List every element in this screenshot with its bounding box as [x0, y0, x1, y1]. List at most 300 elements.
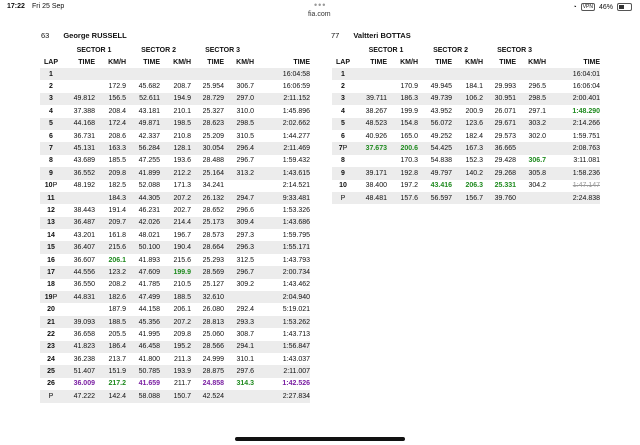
s1-time-cell: 48.192 [73, 182, 95, 190]
table-row [40, 254, 310, 266]
s2-speed-cell: 196.7 [173, 231, 192, 239]
time-header: TIME [78, 58, 95, 66]
s2-time-cell: 49.945 [430, 83, 453, 91]
s3-time-cell: 24.858 [202, 380, 225, 388]
url-bar[interactable]: fia.com [308, 11, 331, 18]
s1-speed-cell: 154.8 [387, 118, 418, 130]
lap-time-cell: 1:59.432 [282, 157, 311, 165]
s3-speed-cell: 310.1 [236, 355, 255, 363]
speed-header: KM/H [173, 58, 192, 66]
table-row [332, 93, 600, 105]
s2-time-cell: 56.072 [418, 118, 452, 130]
table-row [332, 155, 600, 167]
s2-time-cell: 44.305 [126, 192, 160, 204]
s2-time-cell: 43.952 [430, 107, 453, 115]
lap-number: 9 [40, 167, 62, 179]
s2-time-cell: 49.797 [418, 167, 452, 179]
s1-speed-cell: 208.4 [108, 107, 127, 115]
lap-number: 26 [47, 380, 55, 388]
lap-number: 5 [332, 118, 354, 130]
table-row [332, 105, 600, 117]
s3-speed-cell: 292.4 [236, 306, 255, 314]
table-row [40, 365, 310, 377]
lap-number: 18 [47, 281, 55, 289]
lap-number: 4 [341, 107, 345, 115]
s1-speed-cell: 170.9 [400, 83, 419, 91]
s3-speed-cell [516, 68, 546, 80]
lap-time-cell: 1:53.262 [254, 316, 310, 328]
lap-number: 4 [49, 107, 53, 115]
lap-time-cell: 2:00.401 [546, 93, 600, 105]
s3-speed-cell: 312.5 [236, 256, 255, 264]
s3-speed-cell: 296.7 [236, 157, 255, 165]
s1-time-cell: 38.400 [365, 182, 387, 190]
s2-time-cell: 41.893 [138, 256, 161, 264]
s3-time-cell: 29.428 [494, 157, 517, 165]
s3-time-cell: 36.665 [483, 142, 516, 154]
table-row [40, 192, 310, 204]
s1-time-cell: 44.168 [62, 118, 95, 130]
s2-speed-cell: 167.3 [452, 142, 483, 154]
table-row [40, 204, 310, 216]
lap-number: 1 [40, 68, 62, 80]
s2-time-cell: 41.800 [138, 355, 161, 363]
s3-time-cell: 25.293 [202, 256, 225, 264]
s1-time-cell: 36.731 [73, 132, 95, 140]
lap-time-cell: 2:04.940 [254, 291, 310, 303]
s3-time-cell: 28.569 [191, 266, 224, 278]
sector-2-header: SECTOR 2 [141, 46, 176, 54]
clock: 17:22 [7, 3, 25, 10]
s3-speed-cell: 296.6 [236, 206, 255, 214]
lap-time-cell: 1:53.326 [282, 206, 311, 214]
s3-time-cell: 25.331 [494, 182, 517, 190]
s3-time-cell: 28.623 [191, 118, 224, 130]
lap-time-cell: 2:24.838 [546, 192, 600, 204]
s1-speed-cell: 184.3 [95, 192, 126, 204]
s1-time-cell: 38.443 [73, 206, 95, 214]
s1-speed-cell [95, 68, 126, 80]
s2-time-cell: 45.356 [126, 316, 160, 328]
s3-time-cell: 28.652 [202, 206, 225, 214]
driver-header-right [331, 31, 411, 40]
lap-time-cell: 1:48.290 [572, 107, 601, 115]
s3-time-cell: 28.813 [191, 316, 224, 328]
s2-time-cell: 46.458 [126, 341, 160, 353]
s2-time-cell: 43.416 [430, 182, 453, 190]
lap-table-left [40, 44, 310, 403]
table-row [40, 341, 310, 353]
s1-time-cell: 51.407 [62, 365, 95, 377]
s3-time-cell: 30.054 [191, 142, 224, 154]
s1-speed-cell: 157.6 [387, 192, 418, 204]
s1-speed-cell: 172.9 [108, 83, 127, 91]
s1-time-cell [62, 68, 95, 80]
s3-time-cell: 26.132 [191, 192, 224, 204]
lap-time-cell: 2:02.662 [254, 118, 310, 130]
s1-speed-cell: 182.5 [108, 182, 127, 190]
table-row [40, 390, 310, 402]
s1-time-cell: 43.689 [73, 157, 95, 165]
s2-time-cell: 42.337 [138, 132, 161, 140]
table-row [40, 241, 310, 253]
s1-speed-cell: 142.4 [95, 390, 126, 402]
lap-table-right [332, 44, 600, 204]
s3-speed-cell: 297.0 [224, 93, 254, 105]
lap-number: 2 [341, 83, 345, 91]
s1-speed-cell: 182.6 [95, 291, 126, 303]
table-row [40, 378, 310, 390]
lap-time-cell: 3:11.081 [573, 157, 601, 165]
table-row [332, 68, 600, 80]
s2-speed-cell: 184.1 [465, 83, 484, 91]
s1-time-cell [354, 155, 387, 167]
s3-speed-cell: 302.0 [528, 132, 547, 140]
lap-header: LAP [44, 58, 58, 66]
s1-speed-cell: 161.8 [108, 231, 127, 239]
s1-time-cell: 43.201 [73, 231, 95, 239]
s2-time-cell: 50.785 [126, 365, 160, 377]
home-indicator[interactable] [235, 437, 405, 441]
s2-time-cell: 41.659 [138, 380, 161, 388]
s3-speed-cell: 304.2 [528, 182, 547, 190]
s1-speed-cell: 191.4 [108, 206, 127, 214]
s2-time-cell: 52.088 [138, 182, 161, 190]
s1-speed-cell: 156.5 [95, 93, 126, 105]
s3-time-cell: 26.080 [202, 306, 225, 314]
lap-number: 25 [40, 365, 62, 377]
table-row [40, 180, 310, 192]
table-row [40, 229, 310, 241]
s3-time-cell: 28.573 [202, 231, 225, 239]
s1-time-cell: 48.523 [354, 118, 387, 130]
s3-speed-cell [516, 142, 546, 154]
table-row [332, 118, 600, 130]
s2-time-cell: 44.158 [138, 306, 161, 314]
table-row [332, 142, 600, 154]
lap-time-cell: 1:43.615 [254, 167, 310, 179]
s2-speed-cell: 207.2 [160, 316, 191, 328]
s1-time-cell: 47.222 [62, 390, 95, 402]
s3-time-cell: 32.610 [191, 291, 224, 303]
time-header: TIME [370, 58, 387, 66]
lap-number: 11 [40, 192, 62, 204]
lap-number: 24 [47, 355, 55, 363]
s2-speed-cell: 198.5 [160, 118, 191, 130]
lap-time-cell: 1:43.686 [254, 217, 310, 229]
s1-time-cell [354, 80, 387, 92]
s1-speed-cell: 206.1 [108, 256, 127, 264]
lap-time-cell: 1:55.171 [254, 241, 310, 253]
lap-time-cell: 2:27.834 [254, 390, 310, 402]
more-dots-icon[interactable]: ••• [314, 0, 327, 10]
s1-time-cell: 39.093 [62, 316, 95, 328]
s1-time-cell: 40.926 [365, 132, 387, 140]
s2-speed-cell: 188.5 [160, 291, 191, 303]
lap-number: 20 [47, 306, 55, 314]
s2-time-cell: 45.682 [138, 83, 161, 91]
s3-time-cell: 30.951 [483, 93, 516, 105]
s2-speed-cell: 171.3 [173, 182, 192, 190]
s2-speed-cell: 209.8 [173, 330, 192, 338]
table-row [40, 266, 310, 278]
s3-time-cell: 28.566 [191, 341, 224, 353]
s3-speed-cell [224, 180, 254, 192]
s3-speed-cell: 309.4 [224, 217, 254, 229]
lap-time-cell: 1:44.277 [282, 132, 311, 140]
s2-speed-cell [452, 68, 483, 80]
lap-number: 19P [40, 291, 62, 303]
s1-time-cell: 36.487 [62, 217, 95, 229]
s2-time-cell: 41.785 [138, 281, 161, 289]
s3-time-cell: 28.875 [191, 365, 224, 377]
speed-header: KM/H [528, 58, 547, 66]
s2-time-cell: 50.100 [126, 241, 160, 253]
driver-header-left [41, 31, 127, 40]
table-row [40, 167, 310, 179]
table-row [40, 303, 310, 315]
s3-time-cell: 24.999 [202, 355, 225, 363]
s2-time-cell: 48.021 [138, 231, 161, 239]
table-row [332, 167, 600, 179]
s2-speed-cell: 199.9 [160, 266, 191, 278]
lap-time-cell: 1:59.751 [572, 132, 601, 140]
s2-speed-cell: 211.7 [174, 380, 192, 388]
s1-time-cell: 36.238 [73, 355, 95, 363]
s2-speed-cell: 128.1 [160, 142, 191, 154]
s2-speed-cell: 206.3 [465, 182, 484, 190]
s3-time-cell [191, 68, 224, 80]
driver-number: 63 [41, 31, 50, 40]
s2-speed-cell: 210.8 [173, 132, 192, 140]
s3-speed-cell: 297.3 [236, 231, 255, 239]
s1-speed-cell [387, 68, 418, 80]
lap-time-cell: 2:14.266 [546, 118, 600, 130]
lap-number: 8 [341, 157, 345, 165]
s2-time-cell: 47.499 [126, 291, 160, 303]
lap-time-cell: 1:58.236 [546, 167, 600, 179]
table-row [332, 192, 600, 204]
s1-speed-cell: 186.3 [387, 93, 418, 105]
lap-time-cell: 16:06:59 [282, 83, 311, 91]
lap-time-cell: 1:43.713 [282, 330, 311, 338]
s3-speed-cell [224, 291, 254, 303]
s1-speed-cell: 200.6 [387, 142, 418, 154]
s3-time-cell: 29.671 [483, 118, 516, 130]
s1-speed-cell: 213.7 [108, 355, 127, 363]
lap-number: 8 [49, 157, 53, 165]
s2-speed-cell: 211.3 [174, 355, 192, 363]
s3-speed-cell: 296.4 [224, 142, 254, 154]
lap-time-cell: 1:56.847 [254, 341, 310, 353]
s3-time-cell: 39.760 [483, 192, 516, 204]
s1-time-cell: 45.131 [62, 142, 95, 154]
s3-speed-cell [516, 192, 546, 204]
s1-speed-cell: 205.5 [108, 330, 127, 338]
s1-time-cell: 38.267 [365, 107, 387, 115]
s3-speed-cell: 296.7 [224, 266, 254, 278]
lap-number: 12 [47, 206, 55, 214]
s2-speed-cell: 156.7 [452, 192, 483, 204]
s3-time-cell: 26.071 [494, 107, 517, 115]
s3-speed-cell: 305.8 [516, 167, 546, 179]
s3-speed-cell: 297.1 [528, 107, 547, 115]
s2-speed-cell: 190.4 [160, 241, 191, 253]
s3-speed-cell: 306.7 [528, 157, 547, 165]
lap-number [332, 192, 354, 204]
sector-3-header: SECTOR 3 [497, 46, 532, 54]
s1-speed-cell: 199.9 [400, 107, 419, 115]
s1-speed-cell: 188.5 [95, 316, 126, 328]
s2-time-cell: 49.871 [126, 118, 160, 130]
s1-speed-cell: 209.7 [95, 217, 126, 229]
sector-1-header: SECTOR 1 [368, 46, 404, 54]
s1-speed-cell: 187.9 [108, 306, 127, 314]
s3-speed-cell: 310.0 [236, 107, 255, 115]
driver-name: Valtteri BOTTAS [353, 31, 411, 40]
s2-speed-cell: 207.2 [160, 192, 191, 204]
s3-speed-cell: 297.6 [224, 365, 254, 377]
lap-time-cell: 2:14.521 [282, 182, 311, 190]
s2-speed-cell: 210.5 [173, 281, 192, 289]
s2-time-cell [126, 68, 160, 80]
lap-time-cell: 5:19.021 [282, 306, 311, 314]
s2-time-cell: 46.231 [138, 206, 161, 214]
s3-time-cell: 25.164 [191, 167, 224, 179]
s3-speed-cell: 306.7 [236, 83, 255, 91]
s2-time-cell: 41.995 [138, 330, 161, 338]
lap-number: 10P [44, 182, 58, 190]
lap-number: 6 [49, 132, 53, 140]
s1-time-cell: 36.009 [73, 380, 95, 388]
lap-time-cell: 16:06:04 [572, 83, 601, 91]
lap-time-cell: 2:08.763 [546, 142, 600, 154]
s1-time-cell [62, 192, 95, 204]
s1-time-cell: 36.658 [73, 330, 95, 338]
s2-speed-cell: 215.6 [173, 256, 192, 264]
s1-time-cell: 36.607 [73, 256, 95, 264]
s2-speed-cell: 182.4 [465, 132, 484, 140]
s3-speed-cell: 303.2 [516, 118, 546, 130]
s3-speed-cell: 296.3 [224, 241, 254, 253]
lap-number: 1 [332, 68, 354, 80]
s2-time-cell: 49.739 [418, 93, 452, 105]
lap-number: 5 [40, 118, 62, 130]
lap-time-cell: 9:33.481 [254, 192, 310, 204]
s1-time-cell: 48.481 [354, 192, 387, 204]
s2-time-cell: 56.284 [126, 142, 160, 154]
s3-speed-cell [224, 68, 254, 80]
s1-speed-cell: 208.2 [108, 281, 127, 289]
s2-speed-cell: 193.9 [160, 365, 191, 377]
s1-time-cell: 49.812 [62, 93, 95, 105]
lap-time-header: TIME [293, 58, 311, 66]
s2-time-cell [418, 68, 452, 80]
s3-speed-cell: 309.2 [236, 281, 255, 289]
s2-speed-cell: 202.7 [173, 206, 192, 214]
s3-speed-cell: 294.7 [224, 192, 254, 204]
s3-speed-cell: 293.3 [224, 316, 254, 328]
pit-marker: P [340, 194, 346, 202]
s2-speed-cell: 106.2 [452, 93, 483, 105]
s2-speed-cell [160, 68, 191, 80]
time-header: TIME [499, 58, 517, 66]
s1-time-cell: 36.552 [62, 167, 95, 179]
s1-speed-cell: 172.4 [95, 118, 126, 130]
s3-time-cell: 25.060 [202, 330, 225, 338]
lap-header: LAP [336, 58, 350, 66]
s1-time-cell: 37.388 [73, 107, 95, 115]
s2-speed-cell: 210.1 [173, 107, 192, 115]
s1-speed-cell: 165.0 [400, 132, 419, 140]
s3-time-cell [483, 68, 516, 80]
lap-time-cell: 2:11.007 [254, 365, 310, 377]
s1-speed-cell: 186.4 [95, 341, 126, 353]
s3-time-cell: 25.209 [202, 132, 225, 140]
table-row [40, 291, 310, 303]
s2-speed-cell: 206.1 [173, 306, 192, 314]
s2-time-cell: 47.609 [126, 266, 160, 278]
lap-time-cell: 1:45.896 [282, 107, 311, 115]
s1-time-cell: 41.823 [62, 341, 95, 353]
lap-number: 15 [40, 241, 62, 253]
date: Fri 25 Sep [32, 3, 65, 10]
table-row [40, 328, 310, 340]
lap-time-cell: 16:04:58 [254, 68, 310, 80]
s3-speed-cell: 310.5 [236, 132, 255, 140]
s2-time-cell: 52.611 [126, 93, 160, 105]
s2-speed-cell: 214.4 [160, 217, 191, 229]
lap-number: 9 [332, 167, 354, 179]
lap-number: 23 [40, 341, 62, 353]
s1-speed-cell: 208.6 [108, 132, 127, 140]
s2-time-cell: 41.899 [126, 167, 160, 179]
s3-time-cell: 28.664 [191, 241, 224, 253]
s2-speed-cell: 212.2 [160, 167, 191, 179]
speed-header: KM/H [108, 58, 127, 66]
s2-time-cell: 42.026 [126, 217, 160, 229]
s3-speed-cell: 294.1 [224, 341, 254, 353]
wifi-icon: ◔ [572, 3, 577, 11]
s3-time-cell: 25.327 [202, 107, 225, 115]
table-row [40, 118, 310, 130]
lap-number: 3 [332, 93, 354, 105]
s1-speed-cell: 151.9 [95, 365, 126, 377]
table-row [40, 155, 310, 167]
s2-speed-cell: 123.6 [452, 118, 483, 130]
s1-time-cell: 44.556 [62, 266, 95, 278]
s1-speed-cell: 163.3 [95, 142, 126, 154]
s3-speed-cell: 298.5 [516, 93, 546, 105]
sector-1-header: SECTOR 1 [76, 46, 112, 54]
table-row [40, 279, 310, 291]
s1-time-cell: 37.673 [354, 142, 387, 154]
lap-time-cell: 1:42.526 [282, 380, 311, 388]
s3-time-cell: 28.729 [191, 93, 224, 105]
s1-time-cell [354, 68, 387, 80]
lap-time-cell: 1:59.795 [282, 231, 311, 239]
s2-speed-cell: 200.9 [465, 107, 484, 115]
s1-speed-cell: 197.2 [400, 182, 419, 190]
lap-number: 17 [40, 266, 62, 278]
table-row [40, 142, 310, 154]
s3-time-cell: 28.488 [202, 157, 225, 165]
s3-time-cell: 25.127 [202, 281, 225, 289]
s3-time-cell: 25.173 [191, 217, 224, 229]
table-row [40, 353, 310, 365]
time-header: TIME [143, 58, 161, 66]
s3-speed-cell: 296.5 [528, 83, 547, 91]
